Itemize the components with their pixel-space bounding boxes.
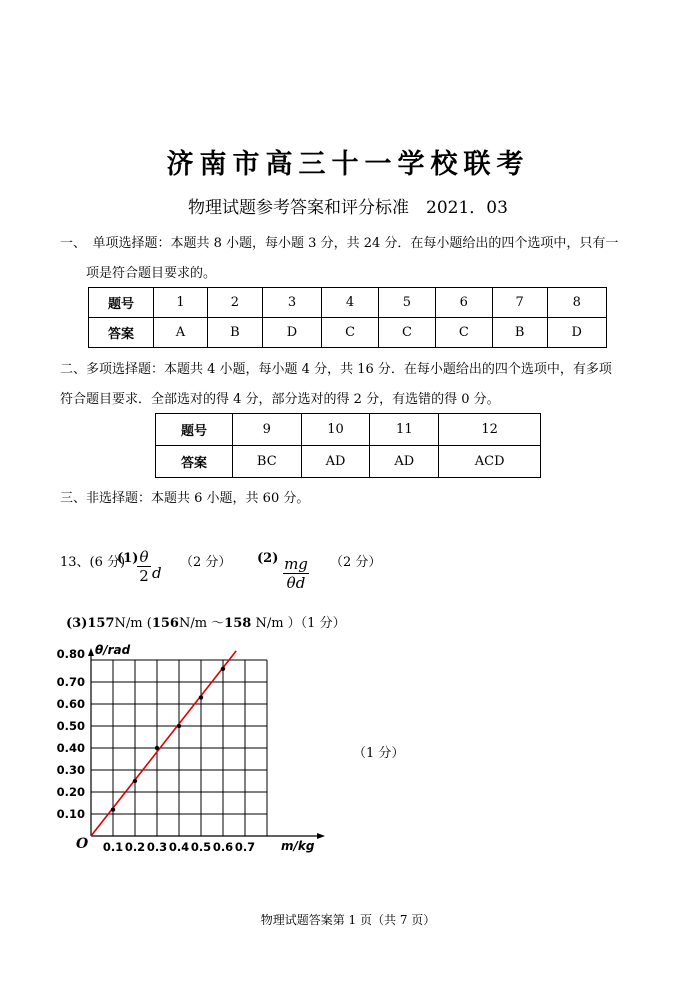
q13-part1-score: （2 分） <box>180 555 232 570</box>
x-tick-label: 0.2 <box>124 840 146 854</box>
x-axis-arrow <box>317 833 325 839</box>
q13-part3-close: N/m ）（1 分） <box>251 616 346 631</box>
table-cell: D <box>547 318 606 348</box>
q13-part3-value: 157 <box>87 616 115 631</box>
section2-answer-table <box>155 413 541 478</box>
table-cell: 4 <box>322 288 379 318</box>
graph-score: （1 分） <box>353 746 405 761</box>
q13-part3-open: ( <box>146 616 152 631</box>
table-header-label: 题号 <box>156 414 233 446</box>
table-cell: 2 <box>207 288 262 318</box>
y-tick-label: 0.30 <box>56 763 85 777</box>
q13-part2-label: (2) <box>257 551 279 566</box>
table-answer-label: 答案 <box>156 446 233 478</box>
table-cell: C <box>322 318 379 348</box>
q13-part1-denominator: 2 <box>139 567 149 585</box>
data-point <box>155 746 159 750</box>
table-answer-label: 答案 <box>89 318 154 348</box>
table-cell: AD <box>370 446 439 478</box>
data-point <box>111 807 115 811</box>
x-tick-label: 0.7 <box>234 840 256 854</box>
section2-line1: 二、多项选择题：本题共 4 小题，每小题 4 分，共 16 分．在每小题给出的四个选项中，有多项 <box>60 362 612 377</box>
section3-line: 三、非选择题：本题共 6 小题，共 60 分。 <box>60 491 310 506</box>
x-tick-label: 0.6 <box>212 840 234 854</box>
y-tick-label: 0.20 <box>56 785 85 799</box>
table-cell: A <box>154 318 208 348</box>
data-point <box>177 724 181 728</box>
theta-vs-mass-chart <box>55 638 345 858</box>
table-cell: B <box>492 318 547 348</box>
x-tick-label: 0.5 <box>190 840 212 854</box>
table-cell: ACD <box>439 446 541 478</box>
table-cell: 1 <box>154 288 208 318</box>
data-point <box>221 667 225 671</box>
origin-label: O <box>76 836 89 852</box>
data-point <box>199 695 203 699</box>
data-point <box>133 779 137 783</box>
table-cell: D <box>262 318 321 348</box>
section1-line2: 项是符合题目要求的。 <box>86 266 217 281</box>
q13-part2-score: （2 分） <box>330 555 382 570</box>
q13-part2-numerator: mg <box>284 555 308 573</box>
section1-line1: 一、 单项选择题：本题共 8 小题，每小题 3 分，共 24 分．在每小题给出的四个选项中，只有一 <box>60 236 619 251</box>
table-cell: 11 <box>370 414 439 446</box>
table-cell: 6 <box>435 288 492 318</box>
q13-part1-tail: d <box>152 564 162 582</box>
y-tick-label: 0.60 <box>56 697 85 711</box>
table-cell: B <box>207 318 262 348</box>
y-tick-label: 0.80 <box>56 647 85 661</box>
y-tick-label: 0.70 <box>56 675 85 689</box>
table-cell: 7 <box>492 288 547 318</box>
y-tick-label: 0.40 <box>56 741 85 755</box>
q13-part3-mid: N/m ～ <box>178 616 225 631</box>
section2-line2: 符合题目要求．全部选对的得 4 分，部分选对的得 2 分，有选错的得 0 分。 <box>60 392 500 407</box>
table-cell: 8 <box>547 288 606 318</box>
table-cell: BC <box>233 446 302 478</box>
y-axis-arrow <box>88 648 94 656</box>
x-tick-label: 0.1 <box>102 840 124 854</box>
y-tick-label: 0.10 <box>56 807 85 821</box>
q13-part3-label: (3) <box>66 616 88 631</box>
table-cell: 12 <box>439 414 541 446</box>
page-footer: 物理试题答案第 1 页（共 7 页） <box>260 913 436 927</box>
x-axis-label: m/kg <box>281 839 315 853</box>
y-tick-label: 0.50 <box>56 719 85 733</box>
x-tick-label: 0.3 <box>146 840 168 854</box>
table-cell: 3 <box>262 288 321 318</box>
table-cell: C <box>435 318 492 348</box>
page-title: 济南市高三十一学校联考 <box>166 149 530 180</box>
q13-part1-label: (1) <box>117 551 139 566</box>
y-axis-label: θ/rad <box>95 643 131 657</box>
q13-part2-denominator: θd <box>286 574 306 592</box>
table-cell: AD <box>301 446 370 478</box>
table-cell: 10 <box>301 414 370 446</box>
q13-part1-numerator: θ <box>137 548 151 567</box>
q13-part3 <box>66 612 346 631</box>
x-tick-label: 0.4 <box>168 840 190 854</box>
table-cell: 5 <box>379 288 436 318</box>
table-header-label: 题号 <box>89 288 154 318</box>
q13-part3-unit: N/m <box>114 616 143 631</box>
table-cell: 9 <box>233 414 302 446</box>
section1-answer-table <box>88 287 607 348</box>
q13-part3-low: 156 <box>151 616 179 631</box>
table-cell: C <box>379 318 436 348</box>
q13-prefix: 13、(6 分) <box>60 555 126 570</box>
q13-part3-high: 158 <box>224 616 252 631</box>
page-subtitle: 物理试题参考答案和评分标准 2021．03 <box>188 198 508 218</box>
